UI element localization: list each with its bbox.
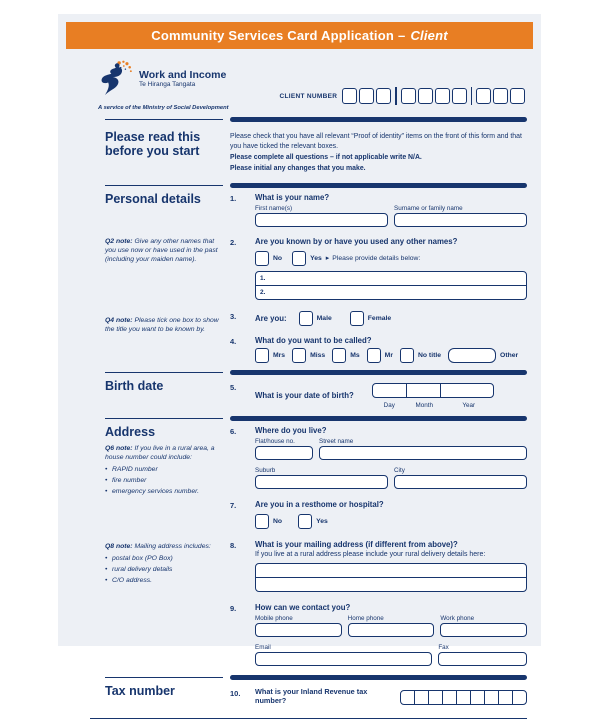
client-number-group-3 [476, 88, 527, 104]
fax-label: Fax [438, 644, 449, 652]
digit-cell[interactable] [510, 88, 525, 104]
intro-check-text: Please check that you have all relevant “Proof of identity” items on the front of this form and that you have ticked the relevant boxes. [230, 133, 522, 150]
personal-details-heading: Personal details [105, 192, 201, 207]
section-divider [58, 415, 541, 422]
q6-note-bullet: • emergency services number. [105, 487, 220, 498]
q4-mr-label: Mr [384, 352, 393, 360]
q3-text: Are you: [255, 313, 287, 323]
brand-row [58, 49, 541, 116]
q2-details-hint: Please provide details below: [332, 254, 421, 262]
client-number-group-2 [401, 88, 469, 104]
q4-notitle-label: No title [417, 352, 442, 360]
home-phone-field[interactable] [348, 623, 435, 637]
work-phone-label: Work phone [440, 615, 475, 623]
q3-male-checkbox[interactable] [299, 311, 313, 326]
tax-number-heading: Tax number [105, 684, 175, 699]
mailing-address-row-2[interactable] [256, 578, 526, 591]
q4-ms-label: Ms [350, 352, 360, 360]
digit-cell[interactable] [401, 691, 415, 704]
section-divider [58, 116, 541, 123]
form-page [58, 14, 541, 706]
q4-mr-checkbox[interactable] [367, 348, 381, 363]
dob-month-cell[interactable] [407, 384, 441, 397]
q4-note: Q4 note: Please tick one box to show the title you want to be known by. [105, 317, 219, 334]
q6-note-bullet: • fire number [105, 476, 220, 487]
page-title-bar [66, 22, 533, 49]
q4-miss-label: Miss [310, 352, 326, 360]
dob-month-label: Month [415, 402, 434, 410]
q4-mrs-label: Mrs [273, 352, 286, 360]
q7-no-label: No [273, 517, 283, 525]
digit-cell[interactable] [452, 88, 467, 104]
arrow-right-icon: ▸ [325, 255, 330, 263]
flat-house-no-label: Flat/house no. [255, 438, 295, 446]
logo-tagline: A service of the Ministry of Social Development [98, 105, 229, 111]
q1-number: 1. [230, 194, 237, 204]
q9-text: How can we contact you? [255, 603, 351, 613]
digit-cell[interactable] [435, 88, 450, 104]
dob-day-label: Day [383, 402, 395, 410]
q4-other-field[interactable] [448, 348, 496, 363]
digit-cell[interactable] [443, 691, 457, 704]
q8-note-bullet: • postal box (PO Box) [105, 554, 220, 565]
q1-text: What is your name? [255, 193, 330, 203]
q4-ms-checkbox[interactable] [332, 348, 346, 363]
dob-day-cell[interactable] [373, 384, 407, 397]
digit-cell[interactable] [471, 691, 485, 704]
city-label: City [394, 467, 405, 475]
email-field[interactable] [255, 652, 432, 666]
intro-section [58, 123, 541, 182]
birth-date-heading: Birth date [105, 379, 164, 394]
q2-yes-label: Yes [310, 254, 322, 262]
q3-male-label: Male [316, 314, 332, 322]
q9-number: 9. [230, 604, 237, 614]
street-name-field[interactable] [319, 446, 527, 460]
email-label: Email [255, 644, 271, 652]
digit-cell[interactable] [359, 88, 374, 104]
mailing-address-box [255, 563, 527, 592]
surname-field[interactable] [394, 213, 527, 227]
q6-text: Where do you live? [255, 426, 327, 436]
client-number-separator [395, 87, 396, 105]
q8-note: Q8 note: Mailing address includes: • postal box (PO Box) • rural delivery details • C/O address. [105, 542, 220, 587]
q4-notitle-checkbox[interactable] [400, 348, 414, 363]
mobile-phone-label: Mobile phone [255, 615, 293, 623]
q7-number: 7. [230, 501, 237, 511]
flat-house-no-field[interactable] [255, 446, 313, 460]
digit-cell[interactable] [401, 88, 416, 104]
digit-cell[interactable] [499, 691, 513, 704]
q6-note: Q6 note: If you live in a rural area, a house number could include: • RAPID number • fire number • emergency services number. [105, 444, 220, 498]
digit-cell[interactable] [476, 88, 491, 104]
q4-mrs-checkbox[interactable] [255, 348, 269, 363]
other-name-row-2[interactable]: 2. [260, 288, 266, 296]
mailing-address-row-1[interactable] [256, 564, 526, 578]
page-title-client: Client [410, 28, 448, 43]
q7-text: Are you in a resthome or hospital? [255, 500, 384, 510]
address-section [58, 422, 541, 674]
q2-no-checkbox[interactable] [255, 251, 269, 266]
section-divider [58, 369, 541, 376]
q4-other-label: Other [500, 352, 519, 360]
q10-text: What is your Inland Revenue tax number? [255, 687, 368, 706]
ird-number-field [400, 690, 527, 705]
q2-yes-checkbox[interactable] [292, 251, 306, 266]
q2-note: Q2 note: Give any other names that you use now or have used in the past (including your maiden name). [105, 237, 218, 264]
page-title: Community Services Card Application [151, 28, 394, 43]
personal-details-section [58, 189, 541, 369]
logo-name: Work and Income [139, 69, 227, 82]
home-phone-label: Home phone [347, 615, 384, 623]
intro-heading: Please read this before you start [105, 130, 201, 158]
address-heading: Address [105, 425, 156, 440]
q8-number: 8. [230, 540, 237, 550]
digit-cell[interactable] [418, 88, 433, 104]
logo-maori-name: Te Hiranga Tangata [139, 81, 196, 89]
q2-no-label: No [273, 254, 283, 262]
q7-yes-checkbox[interactable] [298, 514, 312, 529]
q8-note-bullet: • C/O address. [105, 576, 220, 587]
work-and-income-logo [98, 58, 229, 111]
digit-cell[interactable] [342, 88, 357, 104]
section-divider [58, 182, 541, 189]
digit-cell[interactable] [485, 691, 499, 704]
digit-cell[interactable] [493, 88, 508, 104]
digit-cell[interactable] [457, 691, 471, 704]
section-divider [58, 674, 541, 681]
surname-label: Surname or family name [394, 205, 463, 213]
birth-date-section [58, 376, 541, 415]
street-name-label: Street name [319, 438, 354, 446]
digit-cell[interactable] [513, 691, 526, 704]
tax-number-section [58, 681, 541, 710]
q7-no-checkbox[interactable] [255, 514, 269, 529]
intro-complete-text: Please complete all questions – if not applicable write N/A. [230, 154, 422, 162]
digit-cell[interactable] [429, 691, 443, 704]
page-title-dash: – [398, 28, 406, 43]
fax-field[interactable] [438, 652, 527, 666]
client-number-label: CLIENT NUMBER [279, 92, 338, 100]
intro-initial-text: Please initial any changes that you make. [230, 164, 366, 172]
suburb-field[interactable] [255, 475, 388, 489]
q3-female-label: Female [367, 314, 392, 322]
digit-cell[interactable] [376, 88, 391, 104]
q4-miss-checkbox[interactable] [292, 348, 306, 363]
q5-text: What is your date of birth? [255, 390, 354, 400]
q4-number: 4. [230, 336, 237, 346]
client-number-separator [471, 87, 472, 105]
q8-note-bullet: • rural delivery details [105, 565, 220, 576]
q4-text: What do you want to be called? [255, 335, 372, 345]
dob-year-label: Year [462, 402, 476, 410]
q3-number: 3. [230, 311, 237, 321]
q8-text: What is your mailing address (if different from above)? [255, 539, 458, 549]
q6-note-bullet: • RAPID number [105, 465, 220, 476]
q2-text: Are you known by or have you used any other names? [255, 237, 458, 247]
first-name-label: First name(s) [255, 205, 293, 213]
suburb-label: Suburb [255, 467, 276, 475]
city-field[interactable] [394, 475, 527, 489]
other-name-row-1[interactable]: 1. [256, 272, 526, 286]
dob-year-cell[interactable] [441, 384, 493, 397]
work-phone-field[interactable] [440, 623, 527, 637]
q7-yes-label: Yes [316, 517, 328, 525]
client-number [280, 87, 527, 111]
other-names-box [255, 271, 527, 300]
logo-person-icon [98, 58, 134, 101]
q3-female-checkbox[interactable] [350, 311, 364, 326]
client-number-group-1 [342, 88, 393, 104]
q6-number: 6. [230, 427, 237, 437]
q8-subtext: If you live at a rural address please include your rural delivery details here: [255, 551, 486, 559]
first-name-field[interactable] [255, 213, 388, 227]
date-of-birth-field [372, 383, 494, 398]
q5-number: 5. [230, 383, 237, 393]
q2-number: 2. [230, 238, 237, 248]
mobile-phone-field[interactable] [255, 623, 342, 637]
digit-cell[interactable] [415, 691, 429, 704]
q10-number: 10. [230, 689, 241, 699]
